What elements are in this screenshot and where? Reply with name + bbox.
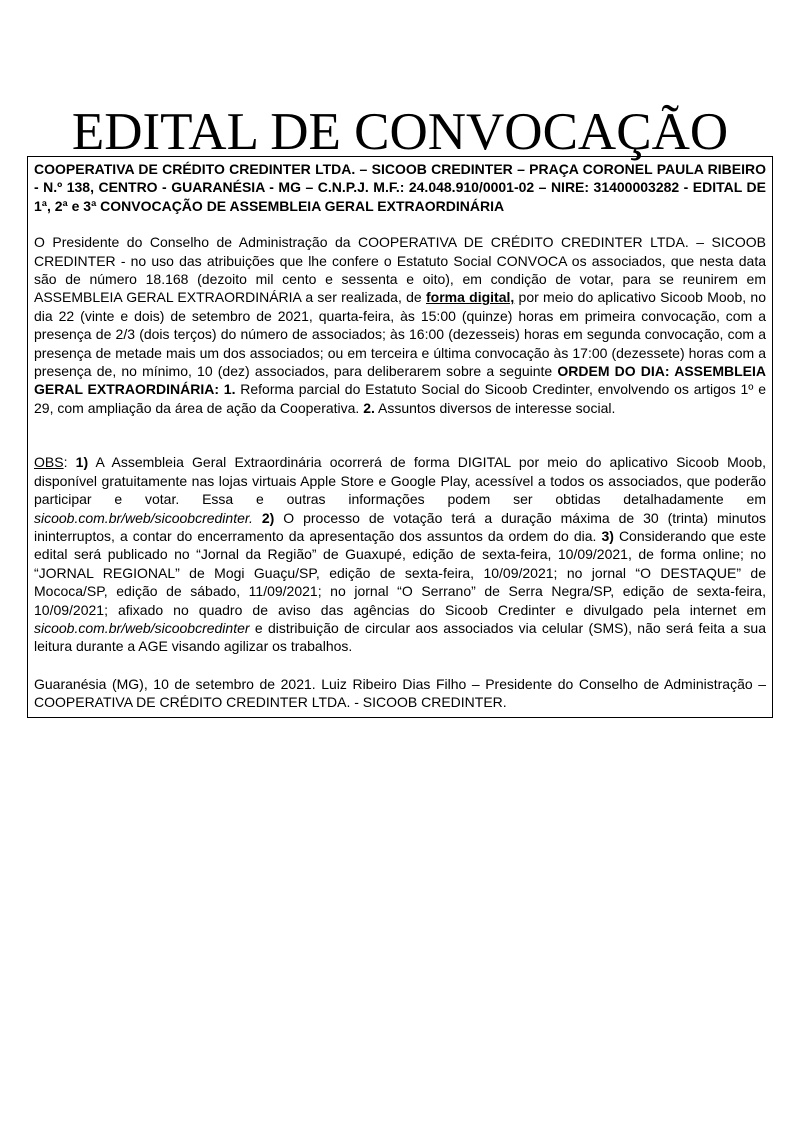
website-link[interactable]: sicoob.com.br/web/sicoobcredinter. (34, 509, 253, 526)
item-1-text: Reforma parcial do Estatuto Social do Sicoob Credinter, envolvendo os artigos 1º e 29, com ampliação da área de ação da Cooperativa. (34, 381, 766, 416)
obs-text-1: A Assembleia Geral Extraordinária ocorrerá de forma DIGITAL por meio do aplicativo Sicoob Moob, disponível gratuitamente nas lojas virtuais Apple Store e Google Play, acessível a todos os associados, que poderão participar e votar. Essa e outras informações podem ser obtidas detalhadamente em (34, 454, 766, 508)
notice-content (34, 160, 766, 712)
website-link[interactable]: sicoob.com.br/web/sicoobcredinter (34, 619, 250, 636)
obs-colon: : (63, 454, 76, 471)
closing-paragraph: Guaranésia (MG), 10 de setembro de 2021. Luiz Ribeiro Dias Filho – Presidente do Conselho de Administração – COOPERATIVA DE CRÉDITO CREDINTER LTDA. - SICOOB CREDINTER. (34, 675, 766, 711)
spacer (34, 417, 766, 453)
obs-number-3: 3) (601, 527, 614, 544)
obs-space (253, 510, 262, 526)
intro-text-continued: por meio do aplicativo Sicoob Moob, no dia 22 (vinte e dois) de setembro de 2021, quarta-feira, às 15:00 (quinze) horas em primeira convocação, com a presença de 2/3 (dois terços) do número de associados; às 16:00 (dezesseis) horas em segunda convocação, com a presença de metade mais um dos associados; ou em terceira e última convocação às 17:00 (dezessete) horas com a presença de, no mínimo, 10 (dez) associados, para deliberarem sobre a seguinte (34, 289, 766, 380)
spacer (34, 656, 766, 675)
forma-digital-text: forma digital, (425, 289, 515, 306)
item-2-text: Assuntos diversos de interesse social. (374, 399, 616, 416)
spacer (34, 215, 766, 233)
header-text: COOPERATIVA DE CRÉDITO CREDINTER LTDA. – SICOOB CREDINTER – PRAÇA CORONEL PAULA RIBEIRO - N.º 138, CENTRO - GUARANÉSIA - MG – C.N.P.J. M.F.: 24.048.910/0001-02 – NIRE: 31400003282 - EDITAL DE 1ª, 2ª e 3ª CONVOCAÇÃO DE ASSEMBLEIA GERAL EXTRAORDINÁRIA (34, 161, 766, 214)
obs-text-2: O processo de votação terá a duração máxima de 30 (trinta) minutos ininterruptos, a contar do encerramento da apresentação dos assuntos da ordem do dia. (34, 509, 767, 544)
ordem-do-dia-text: ORDEM DO DIA: ASSEMBLEIA GERAL EXTRAORDINÁRIA: 1. (34, 363, 766, 398)
obs-number-2: 2) (261, 509, 275, 526)
obs-label: OBS (34, 454, 64, 471)
item-2-number: 2. (363, 399, 375, 416)
intro-text: O Presidente do Conselho de Administração da COOPERATIVA DE CRÉDITO CREDINTER LTDA. – SICOOB CREDINTER - no uso das atribuições que lhe confere o Estatuto Social CONVOCA os associados, que nesta data são de número 18.168 (dezoito mil cento e sessenta e oito), em condição de votar, para se reunirem em ASSEMBLEIA GERAL EXTRAORDINÁRIA a ser realizada, de (34, 234, 766, 306)
header-paragraph (34, 160, 766, 215)
obs-paragraph (34, 453, 766, 655)
obs-number-1: 1) (75, 454, 89, 471)
document-title: EDITAL DE CONVOCAÇÃO (71, 103, 729, 161)
obs-text-3-continued: e distribuição de circular aos associados via celular (SMS), não será feita a sua leitura durante a AGE visando agilizar os trabalhos. (34, 619, 766, 655)
obs-text-3: Considerando que este edital será publicado no “Jornal da Região” de Guaxupé, edição de sexta-feira, 10/09/2021, de forma online; no “JORNAL REGIONAL” de Mogi Guaçu/SP, edição de sexta-feira, 10/09/2021; no jornal “O DESTAQUE” de Mococa/SP, edição de sábado, 11/09/2021; no jornal “O Serrano” de Serra Negra/SP, edição de sexta-feira, 10/09/2021; afixado no quadro de aviso das agências do Sicoob Credinter e divulgado pela internet em (34, 527, 767, 618)
intro-paragraph (34, 233, 766, 417)
